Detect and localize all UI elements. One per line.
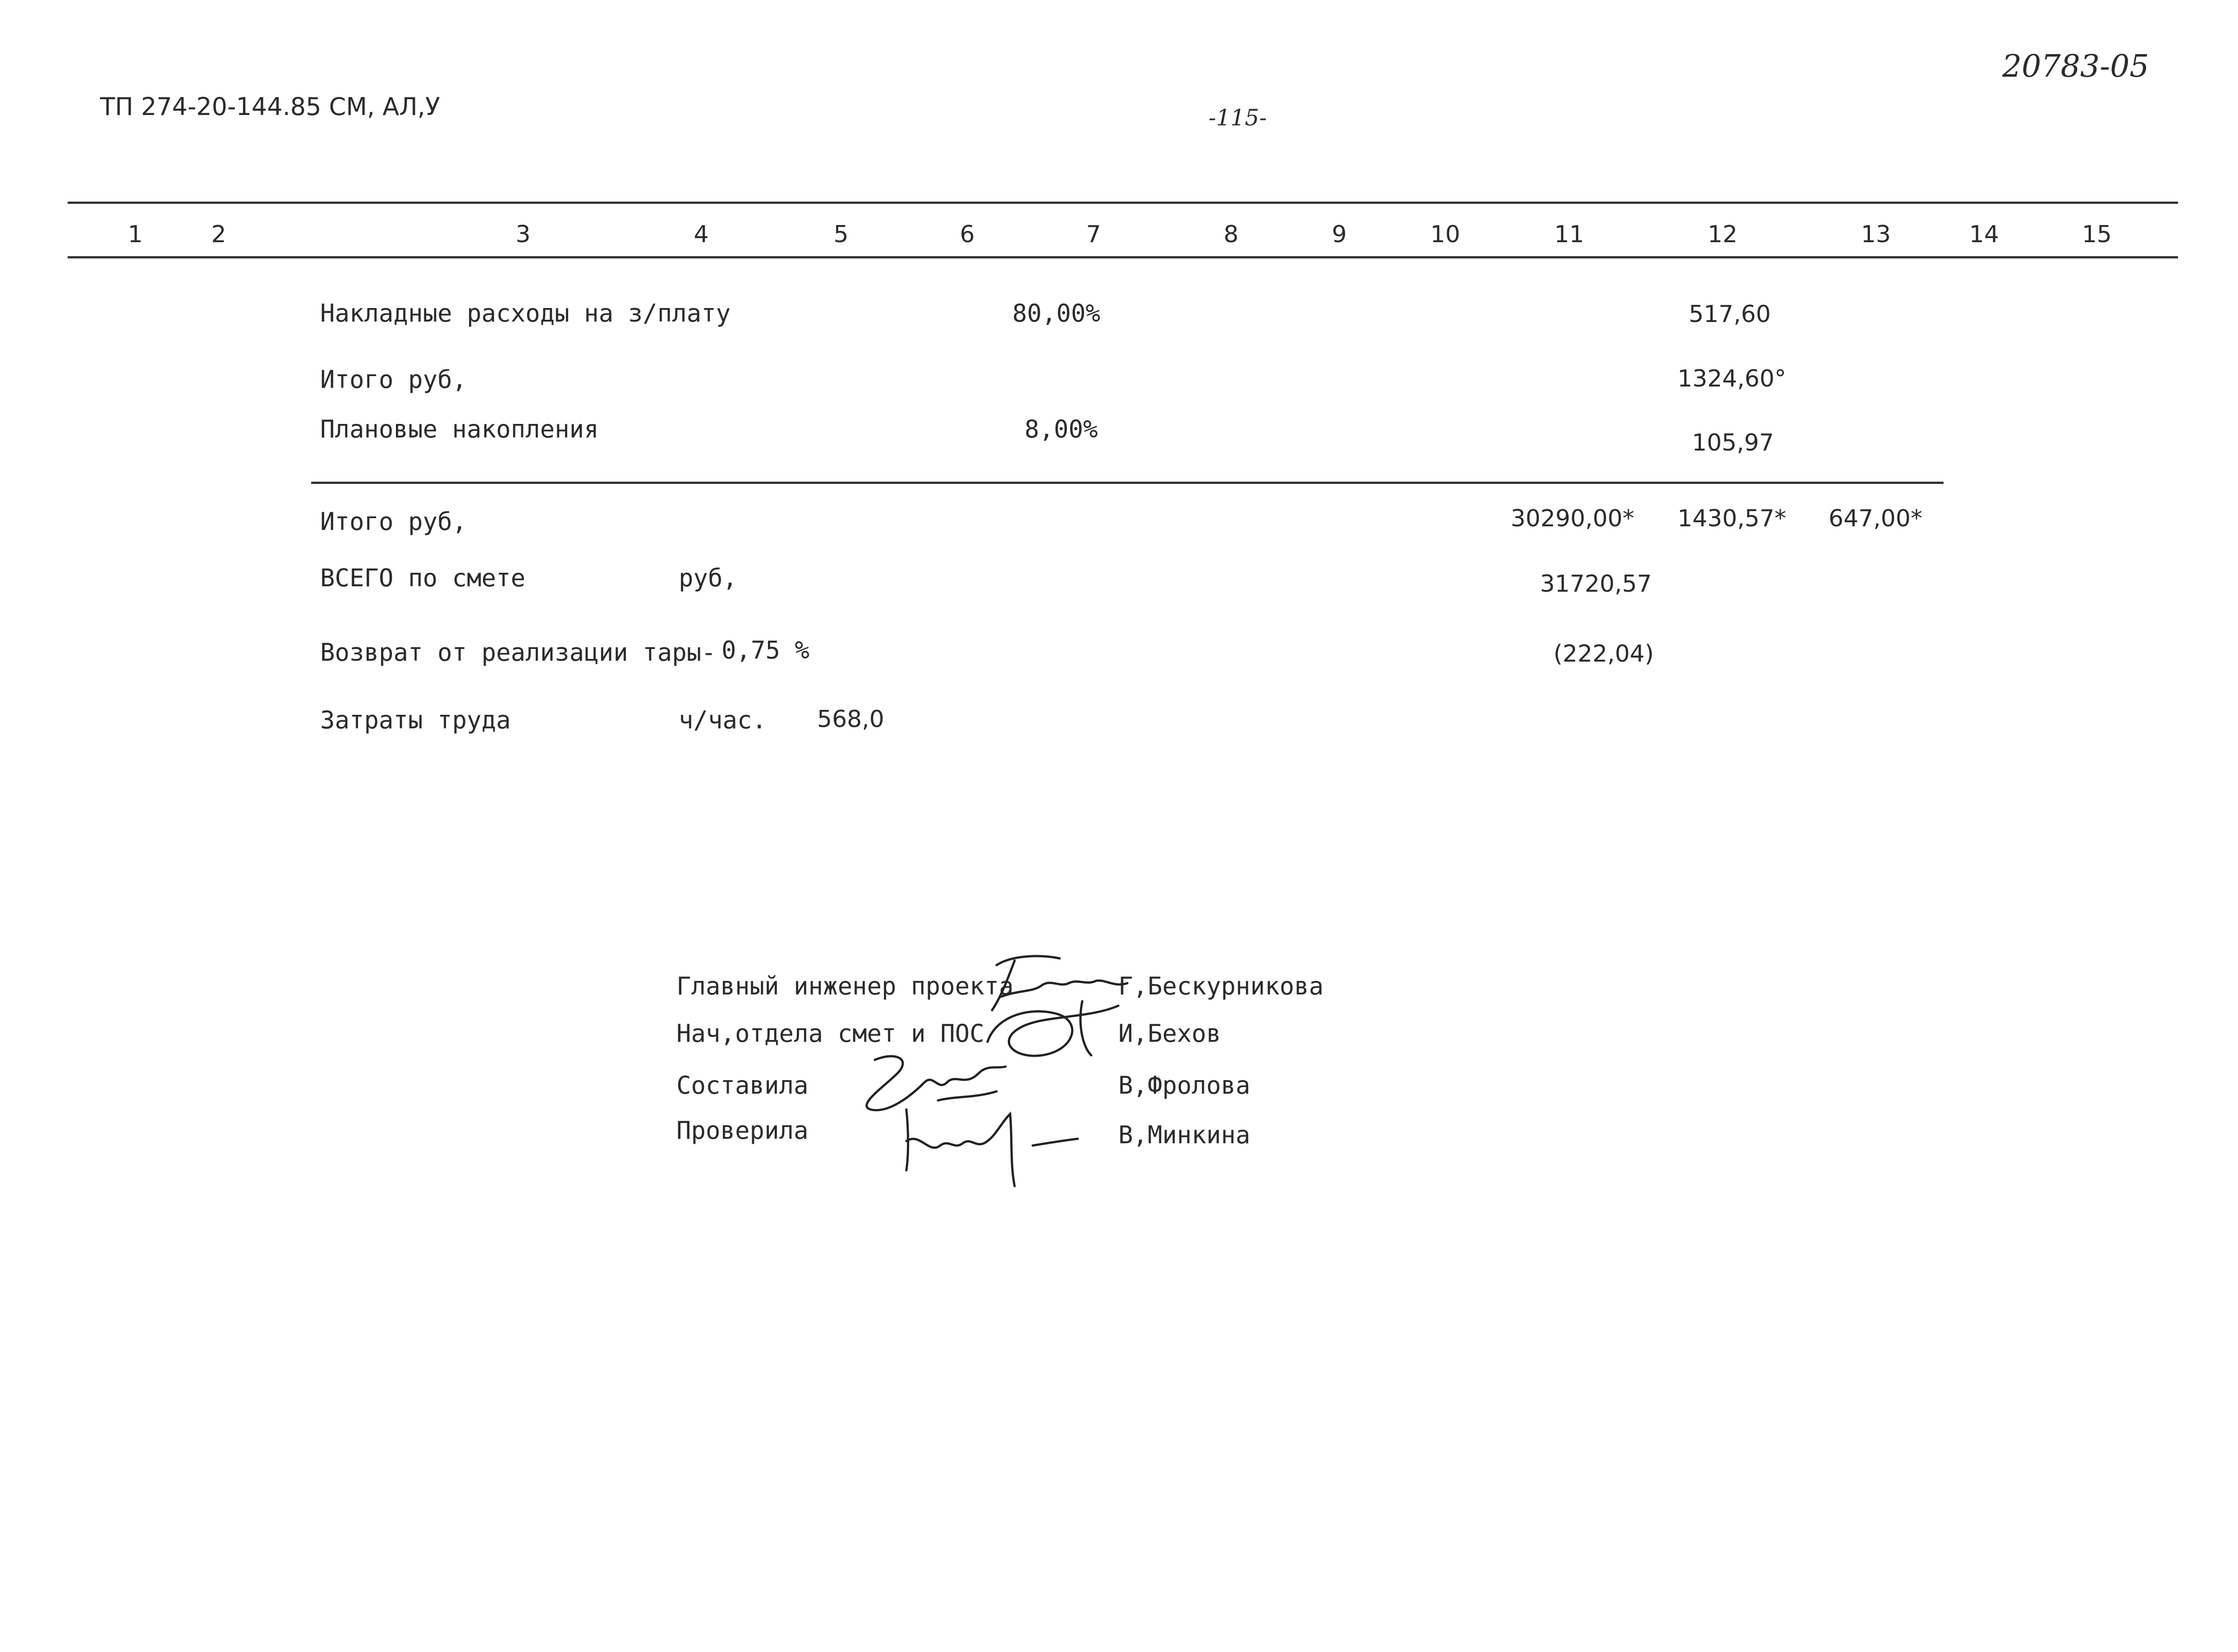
column-number: 8 [1223, 221, 1239, 248]
column-number: 12 [1707, 221, 1738, 248]
signature-role: Составила [676, 1071, 809, 1100]
signature-name: В,Фролова [1118, 1071, 1250, 1100]
signature-name: Г,Бескурникова [1118, 972, 1324, 1000]
signature-role: Нач,отдела смет и ПОС [676, 1019, 984, 1048]
row-label: Итого руб, [320, 507, 467, 536]
column-number: 7 [1086, 221, 1101, 248]
document-code: ТП 274-20-144.85 СМ, АЛ,У [100, 92, 440, 121]
row-col12-value: 1430,57* [1677, 505, 1787, 532]
column-number: 6 [960, 221, 975, 248]
signature-role: Главный инженер проекта [676, 972, 1014, 1000]
column-number: 15 [2082, 221, 2112, 248]
column-number: 14 [1969, 221, 1999, 248]
row-percent: 8,00% [1025, 415, 1098, 443]
archive-number: 20783-05 [2002, 49, 2149, 84]
row-percent: 0,75 % [721, 636, 810, 664]
row-unit: руб, [679, 564, 738, 592]
row-label: Плановые накопления [320, 415, 599, 443]
column-number: 3 [515, 221, 531, 248]
signature-role: Проверила [676, 1116, 809, 1145]
row-label: Затраты труда [320, 706, 511, 734]
row-value: 568,0 [817, 706, 884, 733]
row-percent: 80,00% [1012, 299, 1101, 327]
row-label: Накладные расходы на з/плату [320, 299, 731, 327]
row-col13-value: 647,00* [1829, 505, 1922, 532]
column-number: 9 [1332, 221, 1347, 248]
row-col11-value: (222,04) [1553, 640, 1654, 667]
row-label: ВСЕГО по смете [320, 564, 526, 592]
row-col12-value: 1324,60° [1677, 365, 1787, 392]
row-col11-value: 31720,57 [1540, 571, 1652, 598]
column-number: 5 [833, 221, 849, 248]
subtotal-rule [311, 482, 1944, 484]
row-label: Итого руб, [320, 365, 467, 394]
table-top-rule [68, 202, 2178, 204]
row-label: Возврат от реализации тары- [320, 638, 716, 667]
signature-name: И,Бехов [1118, 1019, 1221, 1048]
row-col12-value: 517,60 [1689, 301, 1771, 328]
column-number: 2 [211, 221, 226, 248]
table-header-rule [68, 256, 2178, 258]
handwritten-signature [897, 1096, 1087, 1191]
column-number: 10 [1430, 221, 1461, 248]
column-number: 11 [1554, 221, 1585, 248]
row-col11-value: 30290,00* [1511, 505, 1635, 532]
row-unit: ч/час. [679, 706, 767, 734]
column-number: 4 [694, 221, 709, 248]
page-number: -115- [1209, 105, 1267, 131]
column-number: 1 [128, 221, 143, 248]
row-col12-value: 105,97 [1692, 429, 1774, 456]
column-number: 13 [1861, 221, 1891, 248]
signature-name: В,Минкина [1118, 1121, 1250, 1149]
